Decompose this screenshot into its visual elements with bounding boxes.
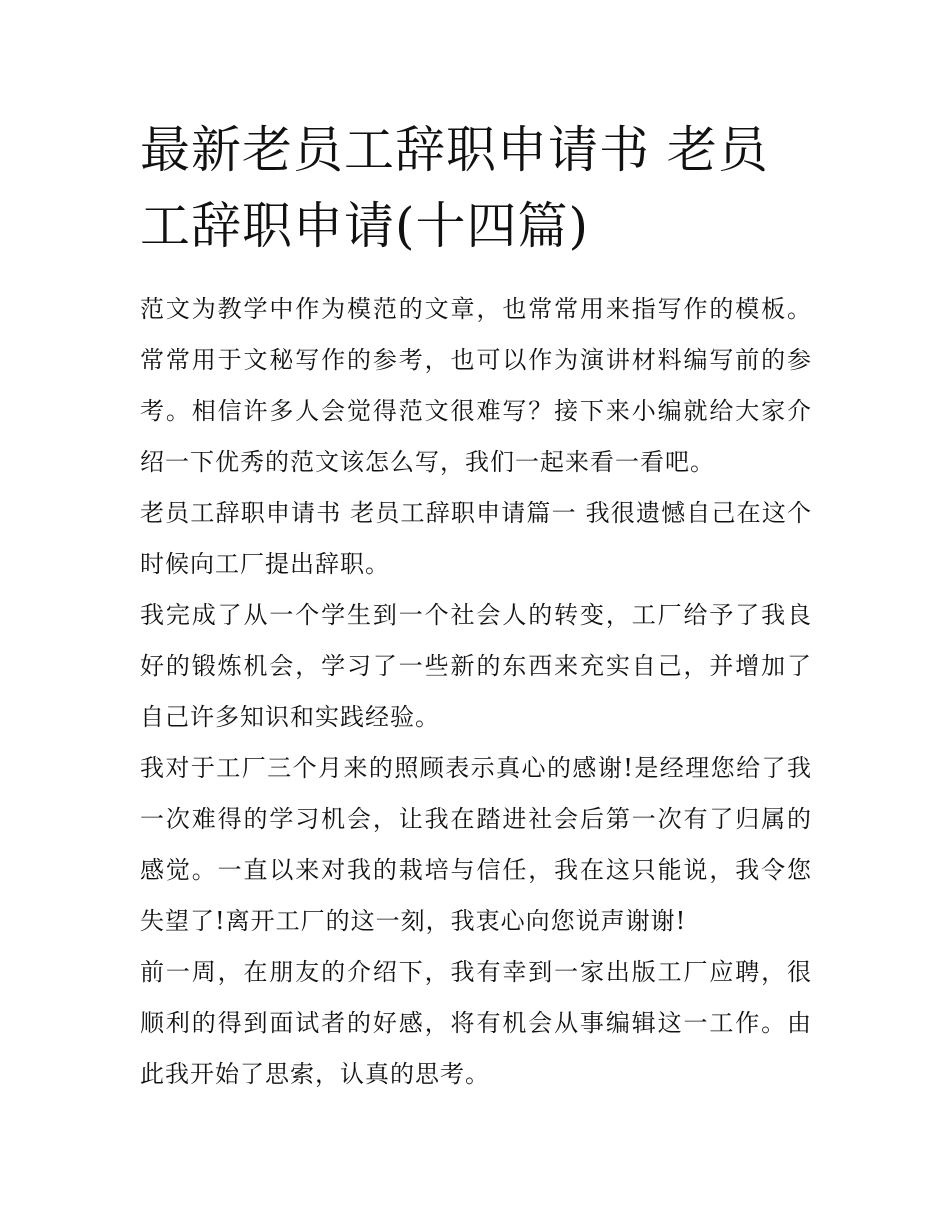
document-title: 最新老员工辞职申请书 老员工辞职申请(十四篇) bbox=[140, 121, 769, 255]
paragraph-3: 我对于工厂三个月来的照顾表示真心的感谢!是经理您给了我一次难得的学习机会，让我在踏进社会后第一次有了归属的感觉。一直以来对我的栽培与信任，我在这只能说，我令您失望了!离开工厂的这一刻，我衷心向您说声谢谢! bbox=[140, 754, 812, 935]
paragraph-1: 老员工辞职申请书 老员工辞职申请篇一 我很遗憾自己在这个时候向工厂提出辞职。 bbox=[140, 499, 812, 578]
paragraph-2: 我完成了从一个学生到一个社会人的转变，工厂给予了我良好的锻炼机会，学习了一些新的东西来充实自己，并增加了自己许多知识和实践经验。 bbox=[140, 601, 812, 731]
paragraph-intro: 范文为教学中作为模范的文章，也常常用来指写作的模板。常常用于文秘写作的参考，也可以作为演讲材料编写前的参考。相信许多人会觉得范文很难写？接下来小编就给大家介绍一下优秀的范文该怎么写，我们一起来看一看吧。 bbox=[140, 295, 812, 476]
paragraph-4: 前一周，在朋友的介绍下，我有幸到一家出版工厂应聘，很顺利的得到面试者的好感，将有机会从事编辑这一工作。由此我开始了思索，认真的思考。 bbox=[140, 958, 812, 1088]
document-page bbox=[140, 112, 812, 1100]
document-body bbox=[140, 284, 812, 1100]
